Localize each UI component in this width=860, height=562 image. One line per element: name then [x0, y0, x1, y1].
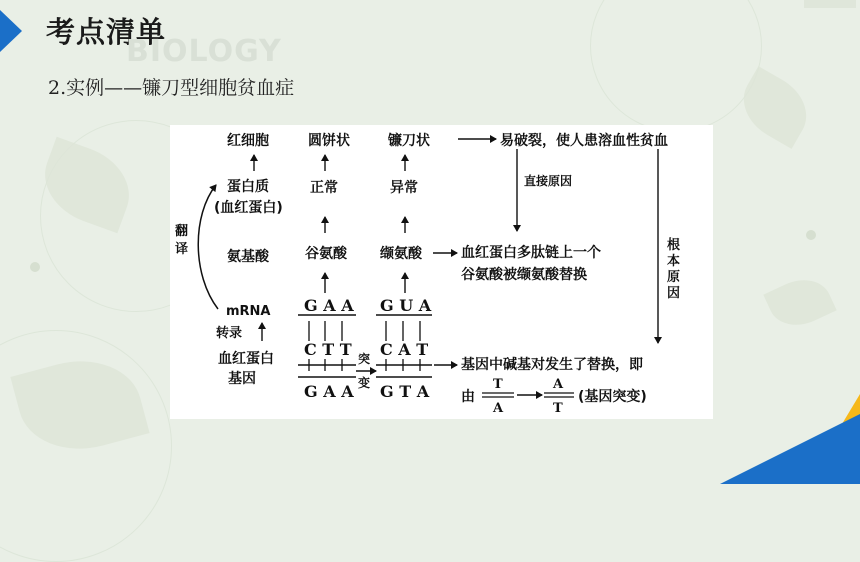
label-root-cause: 根	[667, 238, 681, 253]
diagram-svg	[170, 125, 713, 419]
top-right-decoration	[804, 0, 856, 8]
base-pair-to-bottom: T	[553, 401, 563, 416]
label-round-shape: 圆饼状	[308, 133, 350, 149]
label-mrna: mRNA	[226, 304, 271, 319]
dna-bottom-mutant: G T A	[380, 382, 430, 401]
label-root-cause: 原	[667, 270, 681, 285]
dna-top-mutant: C A T	[380, 340, 429, 359]
mrna-codon-normal: G A A	[304, 296, 354, 315]
label-gene: 基因	[228, 371, 256, 387]
label-gene-mutation: (基因突变)	[578, 389, 647, 405]
label-valine: 缬氨酸	[380, 246, 422, 262]
label-mutation: 突	[358, 352, 371, 366]
label-red-blood-cell: 红细胞	[227, 133, 269, 149]
dna-top-normal: C T T	[304, 340, 352, 359]
label-abnormal: 异常	[390, 180, 418, 196]
label-gene-result-prefix: 由	[461, 389, 475, 405]
label-protein: 蛋白质	[227, 179, 269, 195]
watermark-text: BIOLOGY	[126, 34, 282, 69]
background-leaf	[763, 269, 836, 335]
label-amino-result: 谷氨酸被缬氨酸替换	[461, 267, 587, 283]
label-glutamic-acid: 谷氨酸	[305, 246, 347, 262]
mrna-codon-mutant: G U A	[380, 296, 432, 315]
label-normal: 正常	[310, 180, 338, 196]
label-sickle-shape: 镰刀状	[388, 133, 430, 149]
label-effect: 易破裂，使人患溶血性贫血	[500, 133, 668, 149]
title-marker-icon	[0, 10, 22, 52]
label-hemoglobin: (血红蛋白)	[214, 200, 283, 216]
background-circle	[590, 0, 762, 132]
sickle-cell-diagram	[170, 125, 713, 419]
base-pair-from-top: T	[493, 377, 503, 392]
label-transcription: 转录	[216, 326, 243, 341]
background-dot	[806, 230, 816, 240]
label-gene: 血红蛋白	[218, 351, 274, 367]
label-mutation: 变	[358, 376, 371, 390]
label-translation: 译	[175, 242, 189, 257]
corner-decoration-blue	[720, 414, 860, 484]
dna-bottom-normal: G A A	[304, 382, 354, 401]
label-root-cause: 本	[667, 254, 681, 269]
section-subtitle: 2.实例——镰刀型细胞贫血症	[48, 77, 295, 99]
page-title: 考点清单	[46, 15, 167, 49]
label-amino-acid: 氨基酸	[227, 249, 269, 265]
base-pair-to-top: A	[553, 377, 564, 392]
background-dot	[30, 262, 40, 272]
label-amino-result: 血红蛋白多肽链上一个	[461, 245, 601, 261]
label-root-cause: 因	[667, 286, 681, 301]
base-pair-from-bottom: A	[493, 401, 504, 416]
label-direct-cause: 直接原因	[524, 174, 573, 188]
label-translation: 翻	[175, 224, 189, 239]
label-gene-result: 基因中碱基对发生了替换，即	[461, 357, 643, 373]
